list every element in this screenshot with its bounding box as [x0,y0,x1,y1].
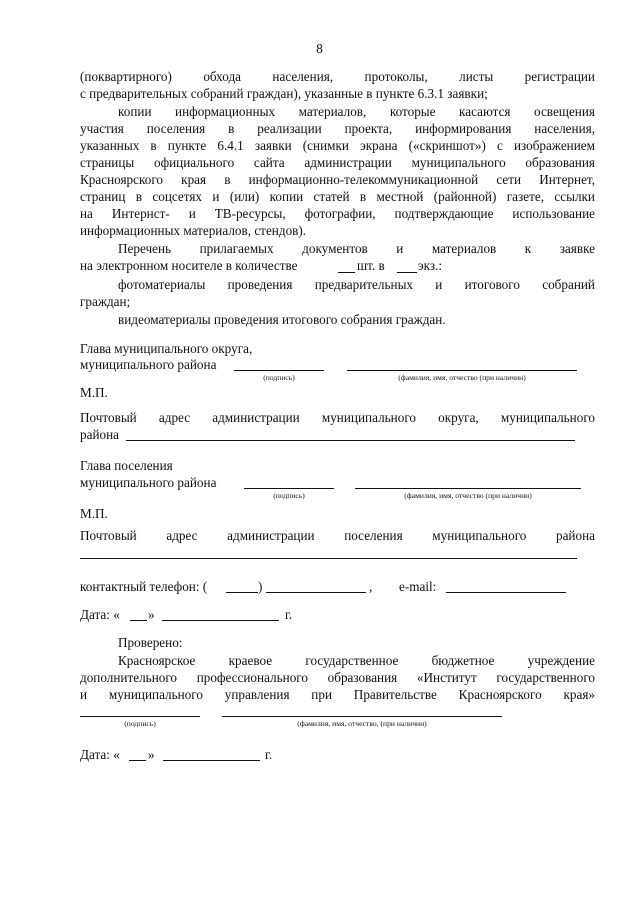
sign2-title: Глава поселения [80,458,173,473]
para2-line5: Красноярского края в информационно-телекоммуникационной сети Интернет, [80,172,595,187]
sign1-signature-line [234,370,324,371]
para3-line2c: экз.: [418,258,443,273]
date2-month-blank [163,760,260,761]
quantity-blank [338,272,355,273]
para4-line1: фотоматериалы проведения предварительных и итогового собраний [118,277,595,292]
sign2-signature-line [244,488,334,489]
sign2-signature-caption: (подпись) [273,491,305,500]
phone-comma: , [369,579,373,594]
sign1-signature-caption: (подпись) [263,373,295,382]
phone-paren: ) [258,579,263,594]
date2-close-quote: » [148,747,155,762]
checked-signature-line [80,716,200,717]
date1-label: Дата: « [80,607,120,622]
para3-line2b: шт. в [357,258,385,273]
para1-line2: с предварительных собраний граждан), указанные в пункте 6.3.1 заявки; [80,86,488,101]
date1-close-quote: » [148,607,155,622]
sign2-stamp: М.П. [80,506,108,521]
para5-line: видеоматериалы проведения итогового собрания граждан. [118,312,446,327]
address1-line2: района [80,427,120,442]
sign1-name-line [347,370,577,371]
page-number: 8 [316,41,323,56]
date2-year-suffix: г. [265,747,273,762]
checked-line1: Красноярское краевое государственное бюджетное учреждение [118,653,595,668]
para2-line2: участия поселения в реализации проекта, информирования населения, [80,121,595,136]
checked-name-caption: (фамилия, имя, отчество, (при наличии) [297,719,427,728]
email-blank [446,592,566,593]
sign1-district: муниципального района [80,357,217,372]
date2-label: Дата: « [80,747,120,762]
phone-number-blank [266,592,366,593]
para2-line4: страницы официального сайта администрации муниципального образования [80,155,595,170]
date1-month-blank [162,620,279,621]
phone-label: контактный телефон: ( [80,579,208,594]
email-label: e-mail: [399,579,437,594]
date1-year-suffix: г. [285,607,293,622]
checked-title: Проверено: [118,635,183,650]
address2-line1: Почтовый адрес администрации поселения муниципального района [80,528,595,543]
para2-line8: информационных материалов, стендов). [80,223,307,238]
sign1-title: Глава муниципального округа, [80,341,253,356]
sign1-stamp: М.П. [80,385,108,400]
para2-line6: страниц в соцсетях и (или) копии статей в местной (районной) газете, ссылки [80,189,595,204]
sign2-name-caption: (фамилия, имя, отчество (при наличии) [404,491,532,500]
phone-code-blank [226,592,258,593]
date2-day-blank [129,760,146,761]
address2-blank [80,558,577,559]
para4-line2: граждан; [80,294,131,309]
date1-day-blank [130,620,147,621]
para2-line7: на Интернст- и ТВ-ресурсы, фотографии, подтверждающие использование [80,206,595,221]
sign2-name-line [355,488,581,489]
para3-line2a: на электронном носителе в количестве [80,258,298,273]
para3-line1: Перечень прилагаемых документов и материалов к заявке [118,241,595,256]
para2-line1: копии информационных материалов, которые касаются освещения [118,104,595,119]
checked-name-line [222,716,502,717]
sign2-district: муниципального района [80,475,217,490]
para1-line1: (поквартирного) обхода населения, протоколы, листы регистрации [80,69,595,84]
address1-blank [126,440,575,441]
address1-line1: Почтовый адрес администрации муниципального округа, муниципального [80,410,595,425]
checked-signature-caption: (подпись) [124,719,156,728]
checked-line2: дополнительного профессионального образования «Институт государственного [80,670,595,685]
sign1-name-caption: (фамилия, имя, отчество (при наличии) [398,373,526,382]
para2-line3: указанных в пункте 6.4.1 заявки (снимки экрана («скриншот») с изображением [80,138,595,153]
checked-line3: и муниципального управления при Правительстве Красноярского края» [80,687,595,702]
copies-blank [397,272,417,273]
